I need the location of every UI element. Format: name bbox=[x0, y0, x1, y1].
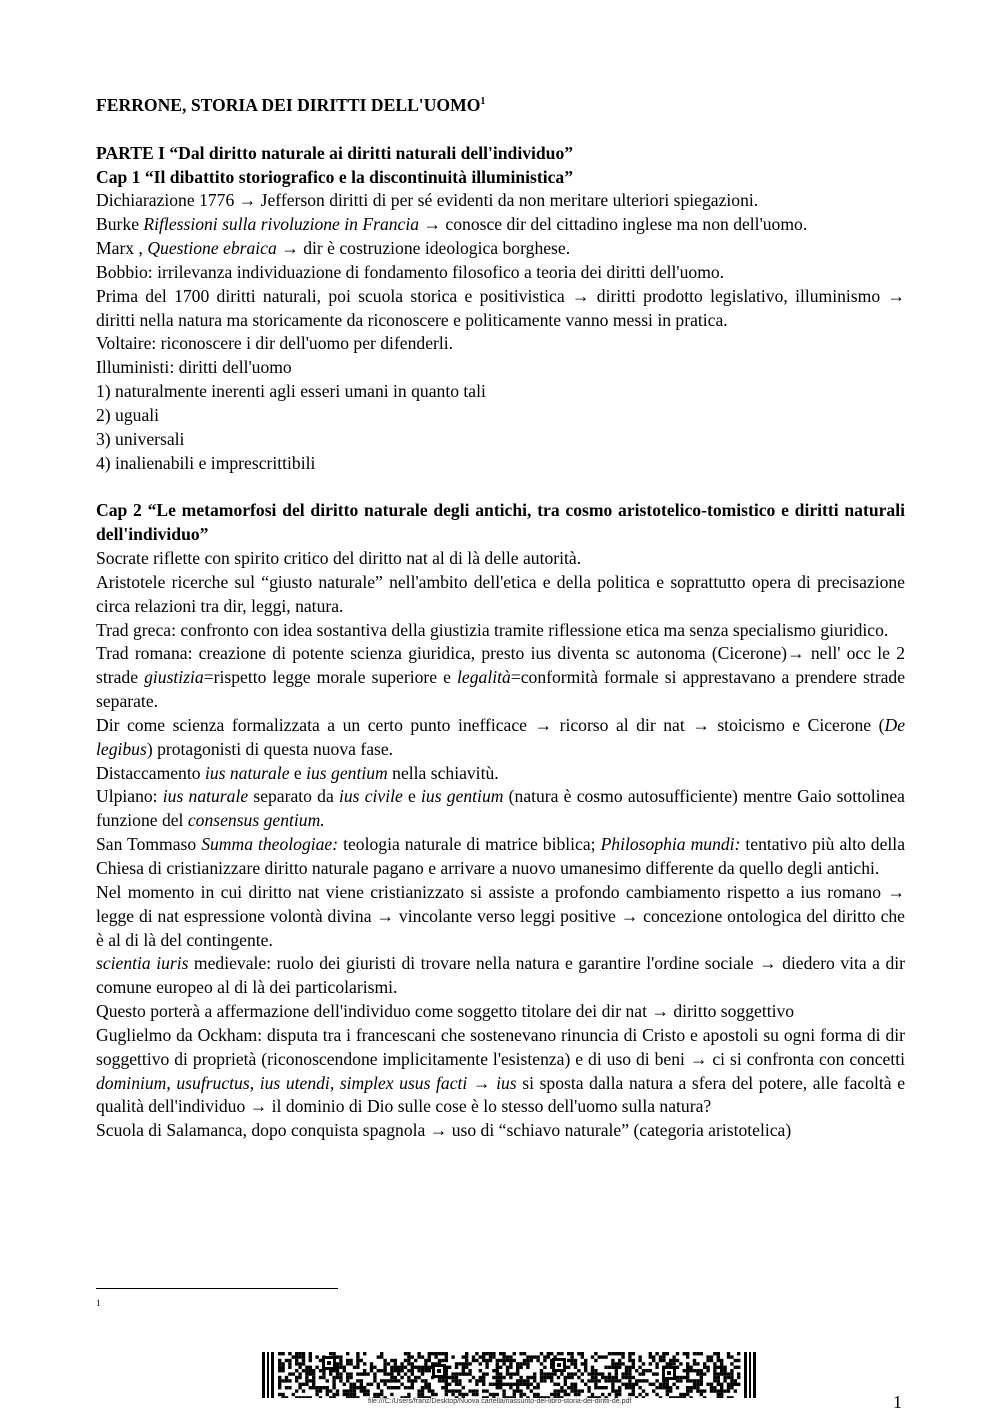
paragraph-distaccamento: Distaccamento ius naturale e ius gentium nella schiavitù. bbox=[96, 762, 499, 783]
list-item: 2) uguali bbox=[96, 404, 160, 425]
paragraph-1700: Prima del 1700 diritti naturali, poi scuola storica e positivistica → diritti prodotto legislativo, illuminismo → diritti nella natura ma storicamente da riconoscere e politicamente vanno messi in pratica. bbox=[96, 285, 905, 330]
paragraph-trad-romana: Trad romana: creazione di potente scienza giuridica, presto ius diventa sc autonoma (Cicerone)→ nell' occ le 2 strade giustizia=rispetto legge morale superiore e legalità=conformità formale si apprestavano a prendere strade separate. bbox=[96, 643, 905, 712]
chapter-2-heading: Cap 2 “Le metamorfosi del diritto naturale degli antichi, tra cosmo aristotelico-tomistico e diritti naturali dell'individuo” bbox=[96, 500, 905, 545]
paragraph-illuministi: Illuministi: diritti dell'uomo bbox=[96, 357, 292, 378]
footnote-divider bbox=[96, 1288, 338, 1289]
footnote-mark: 1 bbox=[96, 1298, 101, 1308]
list-item: 3) universali bbox=[96, 428, 185, 449]
paragraph-san-tommaso: San Tommaso Summa theologiae: teologia naturale di matrice biblica; Philosophia mundi: tentativo più alto della Chiesa di cristianizzare diritto naturale pagano e arrivare a nuovo umanesimo differente da quello degli antichi. bbox=[96, 834, 905, 878]
paragraph-trad-greca: Trad greca: confronto con idea sostantiva della giustizia tramite riflessione etica ma senza specialismo giuridico. bbox=[96, 619, 889, 640]
list-item: 4) inalienabili e imprescrittibili bbox=[96, 452, 316, 473]
document-title: FERRONE, STORIA DEI DIRITTI DELL'UOMO$^1$ bbox=[96, 95, 486, 115]
paragraph-socrate: Socrate riflette con spirito critico del diritto nat al di là delle autorità. bbox=[96, 548, 582, 569]
barcode-icon bbox=[262, 1352, 758, 1398]
paragraph-aristotele: Aristotele ricerche sul “giusto naturale” nell'ambito dell'etica e della politica e soprattutto opera di precisazione circa relazioni tra dir, leggi, natura. bbox=[96, 571, 905, 616]
page-number: 1 bbox=[893, 1392, 902, 1412]
list-item: 1) naturalmente inerenti agli esseri umani in quanto tali bbox=[96, 381, 486, 402]
paragraph-bobbio: Bobbio: irrilevanza individuazione di fondamento filosofico a teoria dei diritti dell'uomo. bbox=[96, 261, 725, 282]
paragraph-individuo: Questo porterà a affermazione dell'individuo come soggetto titolare dei dir nat → diritto soggettivo bbox=[96, 1001, 795, 1022]
paragraph-ockham: Guglielmo da Ockham: disputa tra i francescani che sostenevano rinuncia di Cristo e apostoli su ogni forma di dir soggettivo di proprietà (riconoscendone implicitamente l'esistenza) e di uso di beni → ci si confronta con concetti dominium, usufructus, ius utendi, simplex usus facti → ius si sposta dalla natura a sfera del potere, alle facoltà e qualità dell'individuo → il dominio di Dio sulle cose è lo stesso dell'uomo sulla natura? bbox=[96, 1024, 906, 1117]
paragraph-salamanca: Scuola di Salamanca, dopo conquista spagnola → uso di “schiavo naturale” (categoria aristotelica) bbox=[96, 1120, 792, 1141]
paragraph-voltaire: Voltaire: riconoscere i dir dell'uomo per difenderli. bbox=[96, 333, 454, 354]
title-footnote-ref: 1 bbox=[480, 96, 486, 107]
paragraph-jefferson: Dichiarazione 1776 → Jefferson diritti di per sé evidenti da non meritare ulteriori spiegazioni. bbox=[96, 190, 759, 211]
part-heading: PARTE I “Dal diritto naturale ai diritti naturali dell'individuo” bbox=[96, 142, 574, 163]
paragraph-scienza-formalizzata: Dir come scienza formalizzata a un certo punto inefficace → ricorso al dir nat → stoicismo e Cicerone (De legibus) protagonisti di questa nuova fase. bbox=[96, 714, 905, 759]
paragraph-ulpiano: Ulpiano: ius naturale separato da ius civile e ius gentium (natura è cosmo autosufficiente) mentre Gaio sottolinea funzione del consensus gentium. bbox=[96, 786, 905, 831]
paragraph-cristianizzazione: Nel momento in cui diritto nat viene cristianizzato si assiste a profondo cambiamento rispetto a ius romano → legge di nat espressione volontà divina → vincolante verso leggi positive → concezione ontologica del diritto che è al di là del contingente. bbox=[96, 881, 905, 950]
document-body bbox=[96, 94, 905, 1143]
paragraph-marx: Marx , Questione ebraica → dir è costruzione ideologica borghese. bbox=[96, 238, 571, 259]
footer-file-path: file:///C:/Users/franz/Desktop/Nuova cartella/riassunto-del-libro-storia-dei-diritti-de.pdf bbox=[368, 1398, 632, 1405]
paragraph-scientia-iuris: scientia iuris medievale: ruolo dei giuristi di trovare nella natura e garantire l'ordine sociale → diedero vita a dir comune europeo al di là dei particolarismi. bbox=[96, 953, 905, 998]
chapter-1-heading: Cap 1 “Il dibattito storiografico e la discontinuità illuministica” bbox=[96, 166, 573, 187]
paragraph-burke: Burke Riflessioni sulla rivoluzione in Francia → conosce dir del cittadino inglese ma non dell'uomo. bbox=[96, 214, 808, 235]
